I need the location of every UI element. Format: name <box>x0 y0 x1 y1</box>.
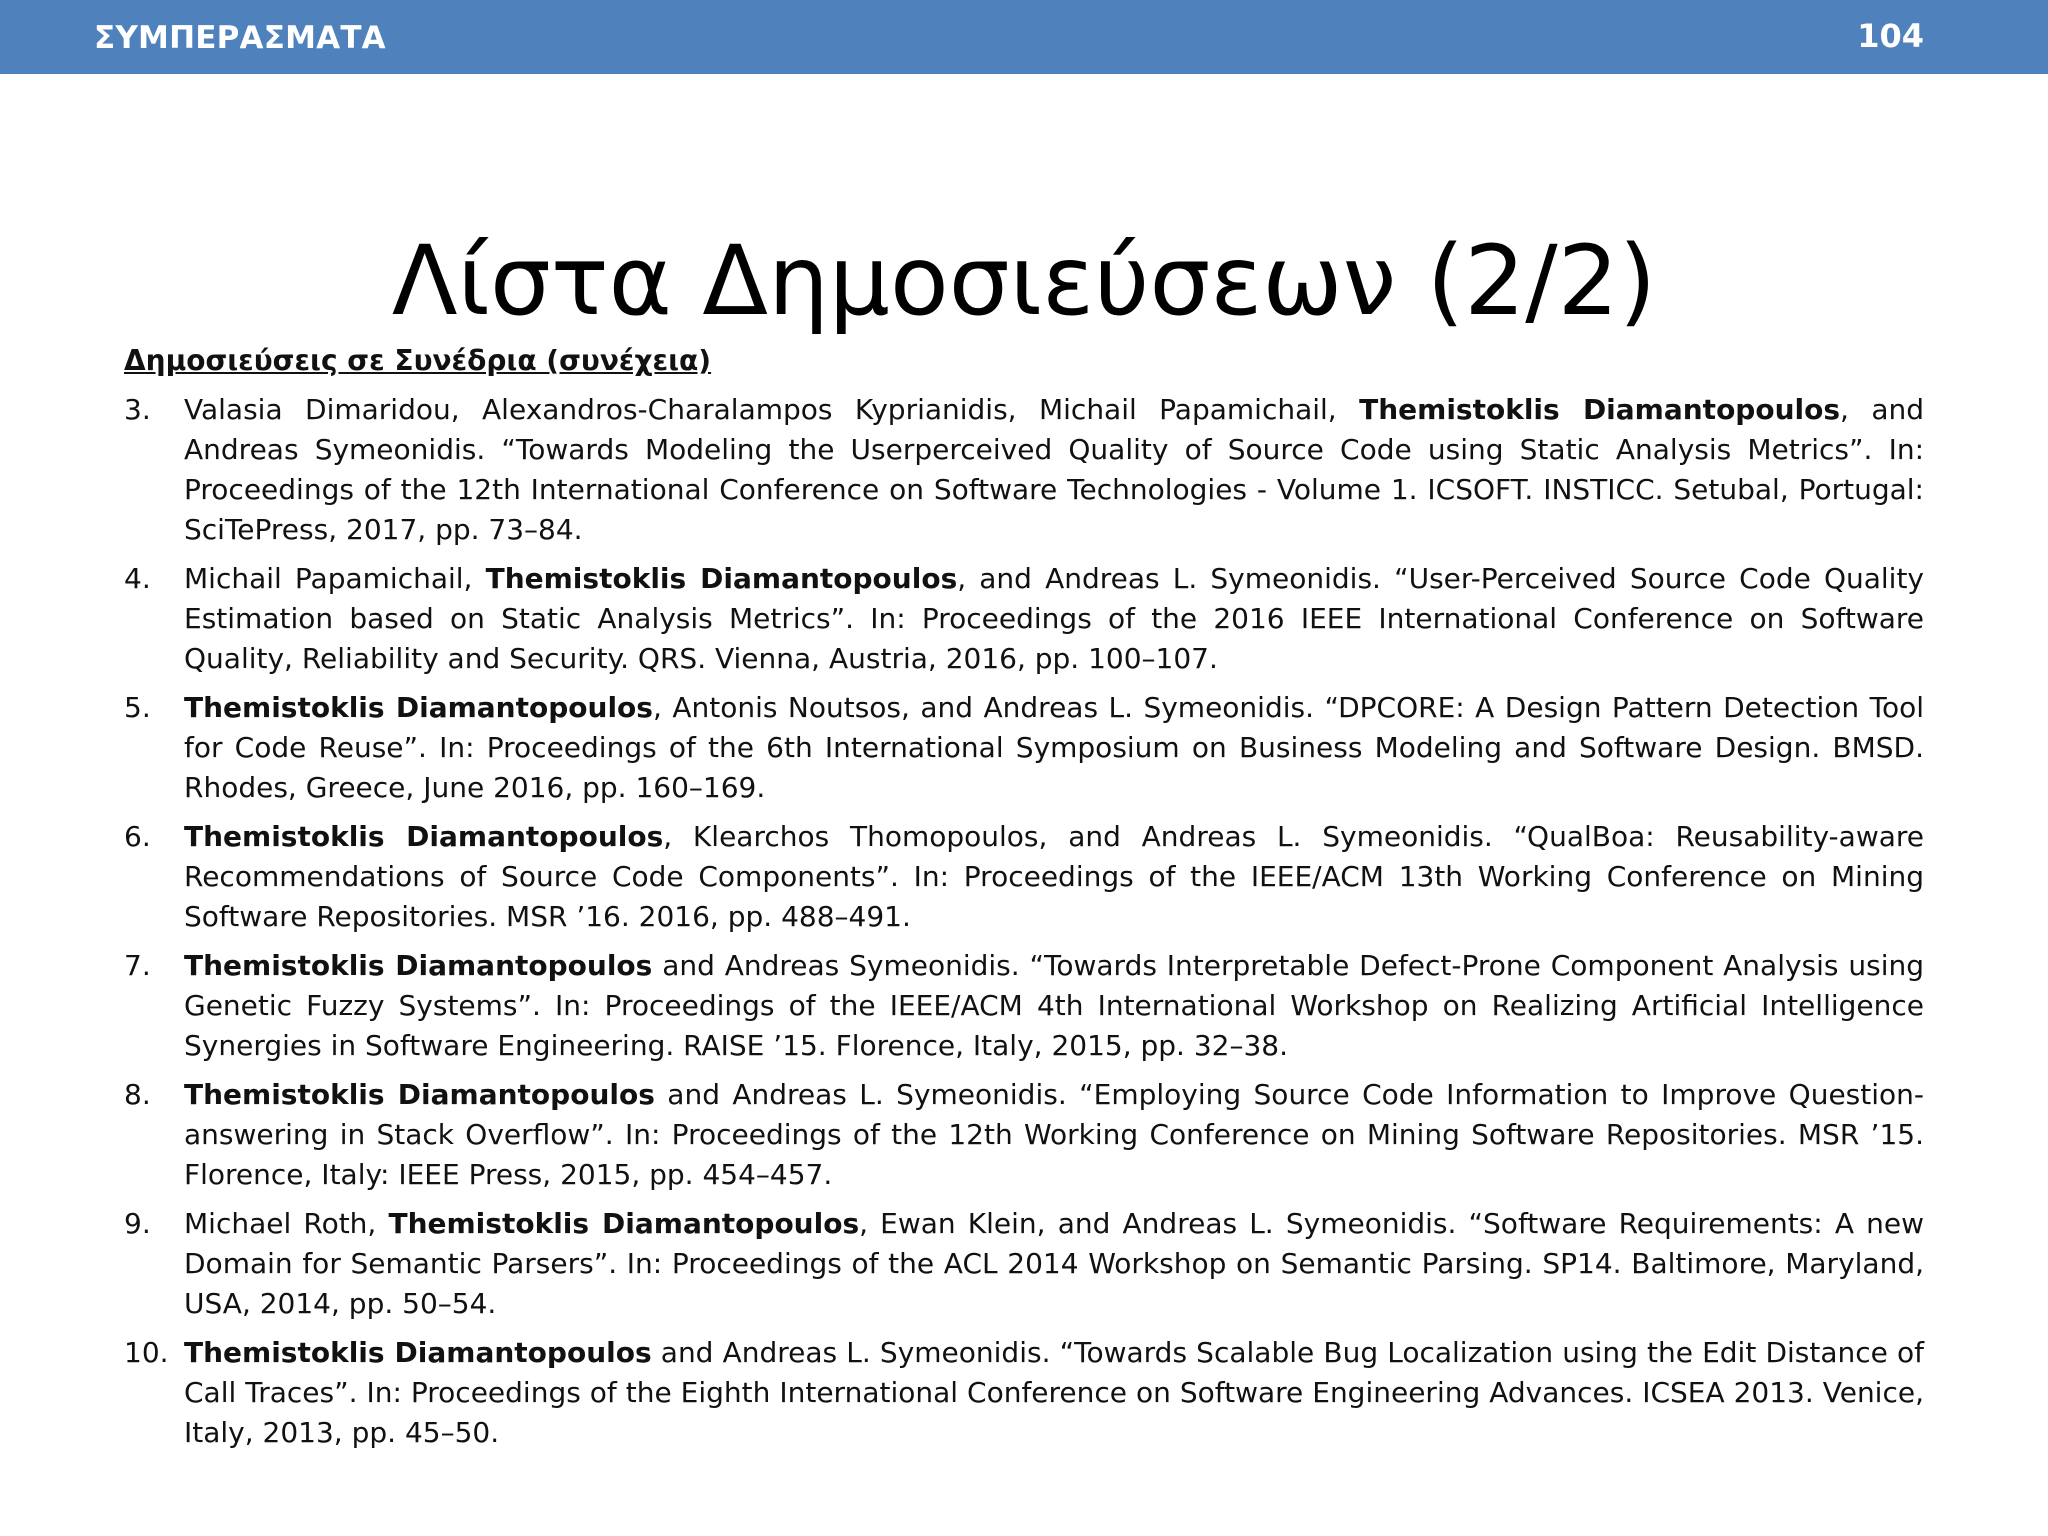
citation-prefix: Valasia Dimaridou, Alexandros-Charalampos Kyprianidis, Michail Papamichail, <box>184 393 1360 426</box>
citation-suffix: , Klearchos Thomopoulos, and Andreas L. Symeonidis. “QualBoa: Reusability-aware Recommendations of Source Code Components”. In: Proceedings of the IEEE/ACM 13th Working Conference on Mining Software Repositories. MSR ’16. 2016, pp. 488–491. <box>184 820 1924 933</box>
publication-number: 8. <box>124 1078 151 1111</box>
slide-title: Λίστα Δημοσιεύσεων (2/2) <box>391 225 1657 338</box>
publication-citation <box>184 1333 1924 1453</box>
publication-number: 10. <box>124 1336 169 1369</box>
citation-suffix: and Andreas Symeonidis. “Towards Interpretable Defect-Prone Component Analysis using Genetic Fuzzy Systems”. In: Proceedings of the IEEE/ACM 4th International Workshop on Realizing Artificial Intelligence Synergies in Software Engineering. RAISE ’15. Florence, Italy, 2015, pp. 32–38. <box>184 949 1924 1062</box>
publications-section-heading: Δημοσιεύσεις σε Συνέδρια (συνέχεια) <box>124 344 712 377</box>
citation-prefix: Michail Papamichail, <box>184 562 486 595</box>
highlighted-author: Themistoklis Diamantopoulos <box>184 1336 652 1369</box>
publication-item-6 <box>124 817 1924 937</box>
publication-list <box>124 390 1924 1462</box>
citation-suffix: , Ewan Klein, and Andreas L. Symeonidis. “Software Requirements: A new Domain for Semantic Parsers”. In: Proceedings of the ACL 2014 Workshop on Semantic Parsing. SP14. Baltimore, Maryland, USA, 2014, pp. 50–54. <box>184 1207 1925 1320</box>
publication-number: 5. <box>124 691 151 724</box>
highlighted-author: Themistoklis Diamantopoulos <box>184 820 664 853</box>
highlighted-author: Themistoklis Diamantopoulos <box>184 691 653 724</box>
top-bar <box>0 0 2048 74</box>
publication-number: 3. <box>124 393 151 426</box>
publication-number: 7. <box>124 949 151 982</box>
publication-citation <box>184 390 1924 550</box>
citation-suffix: , and Andreas L. Symeonidis. “User-Perceived Source Code Quality Estimation based on Static Analysis Metrics”. In: Proceedings of the 2016 IEEE International Conference on Software Quality, Reliability and Security. QRS. Vienna, Austria, 2016, pp. 100–107. <box>184 562 1925 675</box>
publication-citation <box>184 688 1924 808</box>
highlighted-author: Themistoklis Diamantopoulos <box>485 562 958 595</box>
publication-number: 9. <box>124 1207 151 1240</box>
citation-suffix: and Andreas L. Symeonidis. “Towards Scalable Bug Localization using the Edit Distance of Call Traces”. In: Proceedings of the Eighth International Conference on Software Engineering Advances. ICSEA 2013. Venice, Italy, 2013, pp. 45–50. <box>184 1336 1925 1449</box>
publication-item-7 <box>124 946 1924 1066</box>
citation-suffix: , Antonis Noutsos, and Andreas L. Symeonidis. “DPCORE: A Design Pattern Detection Tool for Code Reuse”. In: Proceedings of the 6th International Symposium on Business Modeling and Software Design. BMSD. Rhodes, Greece, June 2016, pp. 160–169. <box>184 691 1924 804</box>
publication-item-10 <box>124 1333 1924 1453</box>
publication-item-5 <box>124 688 1924 808</box>
publication-item-4 <box>124 559 1924 679</box>
publication-citation <box>184 817 1924 937</box>
publication-item-9 <box>124 1204 1924 1324</box>
section-label: ΣΥΜΠΕΡΑΣΜΑΤΑ <box>94 20 386 56</box>
highlighted-author: Themistoklis Diamantopoulos <box>184 949 653 982</box>
highlighted-author: Themistoklis Diamantopoulos <box>184 1078 655 1111</box>
highlighted-author: Themistoklis Diamantopoulos <box>388 1207 860 1240</box>
publication-citation <box>184 559 1924 679</box>
citation-suffix: and Andreas L. Symeonidis. “Employing Source Code Information to Improve Question-answering in Stack Overflow”. In: Proceedings of the 12th Working Conference on Mining Software Repositories. MSR ’15. Florence, Italy: IEEE Press, 2015, pp. 454–457. <box>184 1078 1925 1191</box>
publication-item-3 <box>124 390 1924 550</box>
citation-prefix: Michael Roth, <box>184 1207 389 1240</box>
publication-citation <box>184 946 1924 1066</box>
publication-citation <box>184 1075 1924 1195</box>
citation-suffix: , and Andreas Symeonidis. “Towards Modeling the Userperceived Quality of Source Code using Static Analysis Metrics”. In: Proceedings of the 12th International Conference on Software Technologies - Volume 1. ICSOFT. INSTICC. Setubal, Portugal: SciTePress, 2017, pp. 73–84. <box>184 393 1924 546</box>
highlighted-author: Themistoklis Diamantopoulos <box>1359 393 1841 426</box>
publication-item-8 <box>124 1075 1924 1195</box>
publication-number: 4. <box>124 562 151 595</box>
page-number: 104 <box>1857 17 1924 55</box>
publication-number: 6. <box>124 820 151 853</box>
publication-citation <box>184 1204 1924 1324</box>
